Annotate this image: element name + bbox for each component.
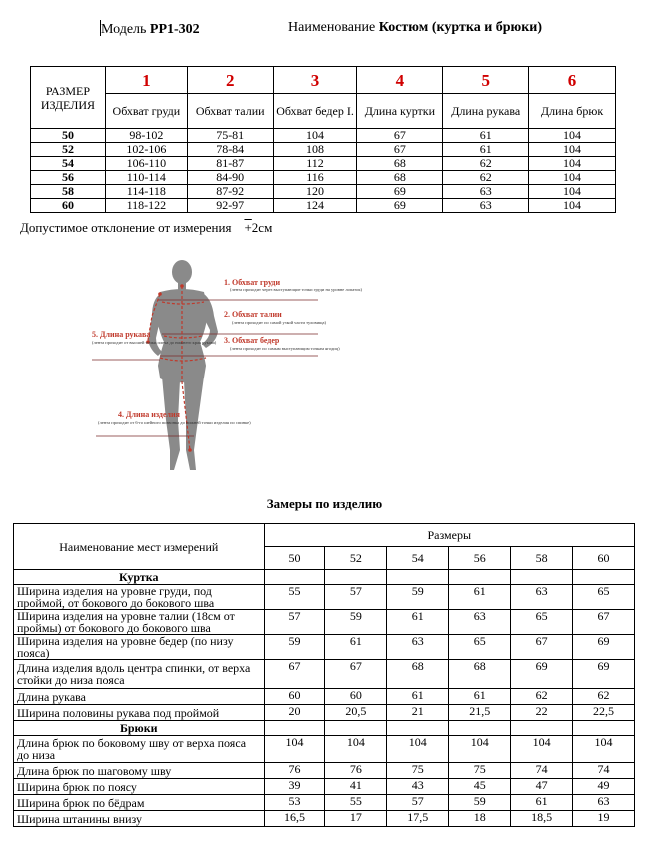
measurement-name: Ширина изделия на уровне бедер (по низу пояса) [14, 635, 265, 660]
col-label: Обхват груди [105, 94, 187, 129]
measurement-value: 104 [511, 736, 573, 763]
measurement-value: 74 [573, 763, 635, 779]
measurement-name: Ширина брюк по поясу [14, 779, 265, 795]
measurement-value: 43 [387, 779, 449, 795]
measurement-name: Ширина брюк по бёдрам [14, 795, 265, 811]
empty-cell [573, 570, 635, 585]
measurement-name: Длина брюк по боковому шву от верха пояса до низа [14, 736, 265, 763]
measurement-value: 63 [387, 635, 449, 660]
value-cell: 63 [443, 199, 529, 213]
section-title: Брюки [14, 721, 265, 736]
size-header-cell: 58 [511, 547, 573, 570]
section-row [14, 721, 635, 736]
note-waist: (лента проходит по самой узкой части туловища) [232, 320, 327, 325]
measurement-value: 62 [511, 689, 573, 705]
value-cell: 67 [357, 129, 443, 143]
value-cell: 104 [529, 157, 616, 171]
col-number: 4 [357, 67, 443, 94]
measurement-value: 55 [264, 585, 325, 610]
measurement-value: 20,5 [325, 705, 387, 721]
size-row [31, 157, 616, 171]
size-corner-header: РАЗМЕР ИЗДЕЛИЯ [31, 67, 106, 129]
tolerance-note [20, 220, 272, 236]
col-label: Обхват талии [187, 94, 273, 129]
note-chest: (лента проходит через выступающие точки груди на уровне лопаток) [230, 287, 363, 292]
measurement-value: 76 [325, 763, 387, 779]
measurement-value: 75 [387, 763, 449, 779]
measurement-value: 18 [449, 811, 511, 827]
measurement-value: 69 [573, 660, 635, 689]
col-number: 1 [105, 67, 187, 94]
size-row [31, 185, 616, 199]
value-cell: 68 [357, 157, 443, 171]
measurement-value: 61 [449, 585, 511, 610]
measurement-value: 65 [449, 635, 511, 660]
value-cell: 118-122 [105, 199, 187, 213]
size-cell: 60 [31, 199, 106, 213]
measurement-value: 104 [449, 736, 511, 763]
value-cell: 110-114 [105, 171, 187, 185]
measurement-value: 68 [449, 660, 511, 689]
measurement-value: 17,5 [387, 811, 449, 827]
empty-cell [264, 570, 325, 585]
name-label: Наименование [288, 20, 376, 35]
value-cell: 87-92 [187, 185, 273, 199]
measurement-row [14, 795, 635, 811]
measurement-value: 57 [387, 795, 449, 811]
col-number: 2 [187, 67, 273, 94]
size-row [31, 129, 616, 143]
value-cell: 104 [529, 171, 616, 185]
measurements-table [13, 523, 635, 827]
empty-cell [511, 570, 573, 585]
sizes-header: Размеры [264, 524, 634, 547]
measurement-row [14, 610, 635, 635]
measurement-value: 74 [511, 763, 573, 779]
value-cell: 75-81 [187, 129, 273, 143]
name-value: Костюм (куртка и брюки) [378, 20, 543, 35]
empty-cell [264, 721, 325, 736]
measurement-value: 41 [325, 779, 387, 795]
empty-cell [449, 570, 511, 585]
value-cell: 68 [357, 171, 443, 185]
measurement-name: Ширина половины рукава под проймой [14, 705, 265, 721]
value-cell: 69 [357, 185, 443, 199]
measurement-row [14, 660, 635, 689]
measurement-value: 17 [325, 811, 387, 827]
measurement-name: Ширина штанины внизу [14, 811, 265, 827]
measurement-value: 69 [573, 635, 635, 660]
size-header-cell: 52 [325, 547, 387, 570]
value-cell: 81-87 [187, 157, 273, 171]
value-cell: 69 [357, 199, 443, 213]
value-cell: 120 [273, 185, 357, 199]
size-row [31, 143, 616, 157]
value-cell: 104 [529, 129, 616, 143]
value-cell: 104 [273, 129, 357, 143]
measurement-value: 61 [325, 635, 387, 660]
value-cell: 104 [529, 143, 616, 157]
value-cell: 124 [273, 199, 357, 213]
measurement-value: 61 [387, 610, 449, 635]
measurement-row [14, 689, 635, 705]
measurement-value: 69 [511, 660, 573, 689]
measurement-value: 63 [511, 585, 573, 610]
measurement-row [14, 763, 635, 779]
label-chest: 1. Обхват груди [224, 278, 281, 287]
measurement-name: Длина брюк по шаговому шву [14, 763, 265, 779]
size-cell: 54 [31, 157, 106, 171]
measurement-row [14, 811, 635, 827]
note-sleeve: (лента проходит от высшей точки плеча до нижнего края рукава) [92, 340, 217, 345]
value-cell: 92-97 [187, 199, 273, 213]
measurement-value: 67 [325, 660, 387, 689]
col-label: Длина рукава [443, 94, 529, 129]
measurement-value: 65 [511, 610, 573, 635]
size-row [31, 199, 616, 213]
value-cell: 112 [273, 157, 357, 171]
size-header-cell: 54 [387, 547, 449, 570]
measurement-value: 60 [325, 689, 387, 705]
measurement-value: 20 [264, 705, 325, 721]
value-cell: 61 [443, 129, 529, 143]
model-value: PP1-302 [149, 22, 200, 37]
measurement-value: 61 [387, 689, 449, 705]
value-cell: 114-118 [105, 185, 187, 199]
measurement-value: 57 [264, 610, 325, 635]
measurement-value: 22,5 [573, 705, 635, 721]
value-cell: 67 [357, 143, 443, 157]
measurement-name: Ширина изделия на уровне талии (18см от проймы) от бокового до бокового шва [14, 610, 265, 635]
measurement-value: 65 [573, 585, 635, 610]
value-cell: 102-106 [105, 143, 187, 157]
empty-cell [387, 570, 449, 585]
note-length: (лента проходит от 6-го шейного позвонка до нижней точки изделия по спинке) [98, 420, 251, 425]
col-number: 5 [443, 67, 529, 94]
note-hips: (лента проходит по самым выступающим точкам ягодиц) [230, 346, 340, 351]
measurement-name: Длина рукава [14, 689, 265, 705]
measurement-value: 39 [264, 779, 325, 795]
measurement-value: 59 [325, 610, 387, 635]
value-cell: 84-90 [187, 171, 273, 185]
col-number: 6 [529, 67, 616, 94]
tolerance-value: 2см [251, 220, 273, 235]
size-cell: 56 [31, 171, 106, 185]
label-hips: 3. Обхват бедер [224, 336, 280, 345]
value-cell: 116 [273, 171, 357, 185]
measurement-value: 75 [449, 763, 511, 779]
label-sleeve: 5. Длина рукава [92, 330, 151, 339]
measurement-value: 16,5 [264, 811, 325, 827]
product-name-line [288, 20, 542, 36]
size-cell: 52 [31, 143, 106, 157]
value-cell: 78-84 [187, 143, 273, 157]
measurements-title: Замеры по изделию [266, 496, 383, 511]
measurement-value: 63 [449, 610, 511, 635]
value-cell: 104 [529, 199, 616, 213]
measurement-value: 76 [264, 763, 325, 779]
value-cell: 62 [443, 157, 529, 171]
size-table [30, 66, 616, 213]
empty-cell [449, 721, 511, 736]
measurement-value: 63 [573, 795, 635, 811]
measurement-value: 49 [573, 779, 635, 795]
measurement-row [14, 635, 635, 660]
empty-cell [325, 721, 387, 736]
measurement-value: 18,5 [511, 811, 573, 827]
measurement-value: 61 [511, 795, 573, 811]
measurement-value: 45 [449, 779, 511, 795]
size-header-cell: 56 [449, 547, 511, 570]
value-cell: 106-110 [105, 157, 187, 171]
name-column-header: Наименование мест измерений [14, 524, 265, 570]
value-cell: 63 [443, 185, 529, 199]
model-line [100, 20, 200, 38]
label-length: 4. Длина изделия [118, 410, 180, 419]
value-cell: 108 [273, 143, 357, 157]
measurement-value: 47 [511, 779, 573, 795]
measurement-value: 21 [387, 705, 449, 721]
value-cell: 104 [529, 185, 616, 199]
measurement-value: 62 [573, 689, 635, 705]
measurement-value: 59 [387, 585, 449, 610]
size-cell: 58 [31, 185, 106, 199]
empty-cell [511, 721, 573, 736]
measurement-value: 61 [449, 689, 511, 705]
measurement-value: 67 [511, 635, 573, 660]
measurement-value: 59 [449, 795, 511, 811]
measurement-value: 104 [264, 736, 325, 763]
measurement-value: 104 [387, 736, 449, 763]
measurement-value: 22 [511, 705, 573, 721]
model-label: Модель [101, 22, 147, 37]
measurement-value: 55 [325, 795, 387, 811]
measurement-name: Ширина изделия на уровне груди, под проймой, от бокового до бокового шва [14, 585, 265, 610]
size-header-cell: 50 [264, 547, 325, 570]
section-row [14, 570, 635, 585]
col-label: Обхват бедер I. [273, 94, 357, 129]
size-cell: 50 [31, 129, 106, 143]
measurement-value: 59 [264, 635, 325, 660]
empty-cell [325, 570, 387, 585]
body-silhouette-image [82, 250, 332, 480]
measurement-name: Длина изделия вдоль центра спинки, от верха стойки до низа пояса [14, 660, 265, 689]
measurement-value: 60 [264, 689, 325, 705]
measurement-value: 57 [325, 585, 387, 610]
measurement-value: 67 [264, 660, 325, 689]
tolerance-text: Допустимое отклонение от измерения [20, 220, 232, 235]
measurement-value: 104 [573, 736, 635, 763]
value-cell: 62 [443, 171, 529, 185]
value-cell: 98-102 [105, 129, 187, 143]
size-header-cell: 60 [573, 547, 635, 570]
section-title: Куртка [14, 570, 265, 585]
col-number: 3 [273, 67, 357, 94]
col-label: Длина куртки [357, 94, 443, 129]
col-label: Длина брюк [529, 94, 616, 129]
empty-cell [573, 721, 635, 736]
value-cell: 61 [443, 143, 529, 157]
label-waist: 2. Обхват талии [224, 310, 282, 319]
measurement-value: 67 [573, 610, 635, 635]
measurement-row [14, 779, 635, 795]
empty-cell [387, 721, 449, 736]
measurement-value: 19 [573, 811, 635, 827]
plus-minus-sign: + [244, 220, 252, 235]
size-row [31, 171, 616, 185]
measurement-value: 21,5 [449, 705, 511, 721]
measurement-value: 104 [325, 736, 387, 763]
measurement-row [14, 585, 635, 610]
measurement-value: 53 [264, 795, 325, 811]
body-measurement-figure [82, 250, 363, 480]
measurement-row [14, 705, 635, 721]
measurement-value: 68 [387, 660, 449, 689]
measurement-row [14, 736, 635, 763]
